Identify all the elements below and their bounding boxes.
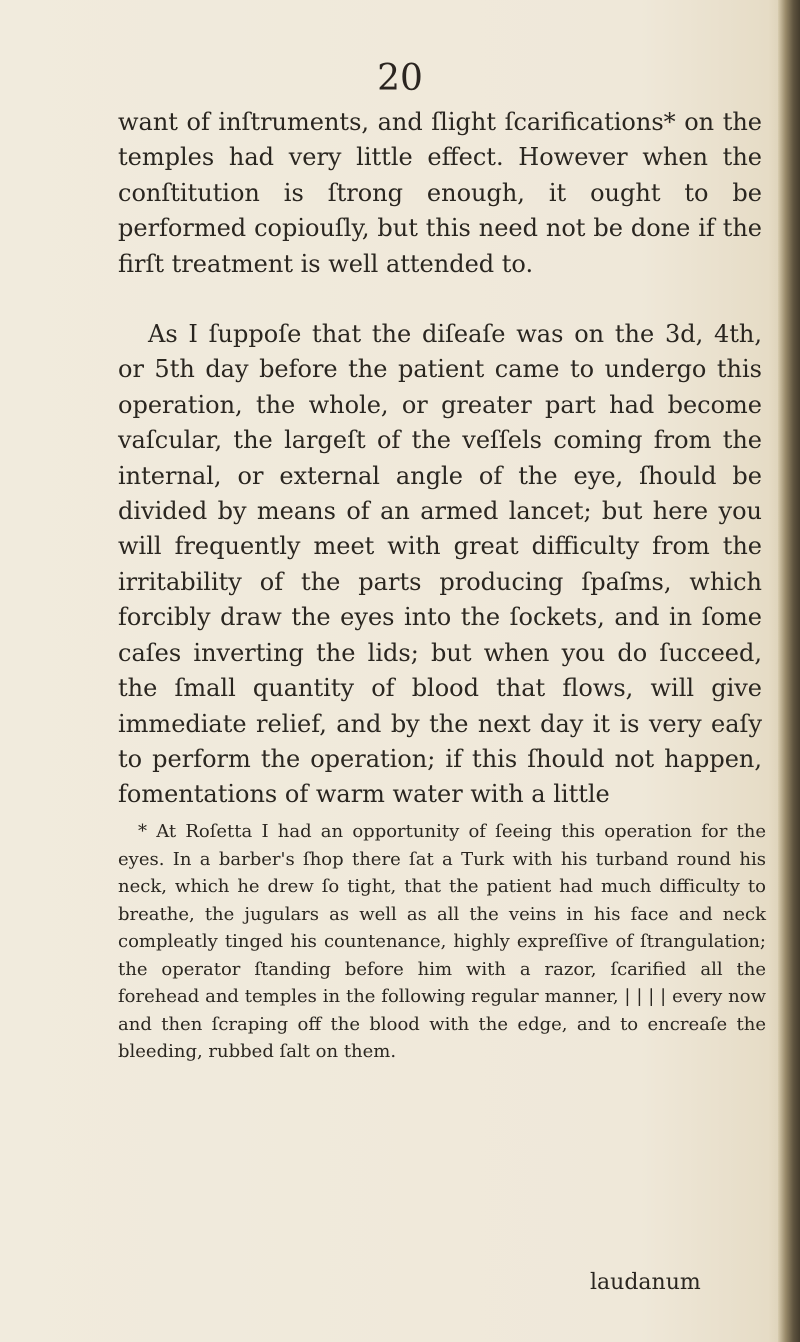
paragraph-gap (118, 282, 762, 317)
body-text (118, 105, 762, 813)
paragraph: As I ſuppoſe that the diſeaſe was on the 3d, 4th, or 5th day before the patient came to undergo this operation, the whole, or greater part had become vaſcular, the largeſt of the veſſels coming from the internal, or external angle of the eye, ſhould be divided by means of an armed lancet; but here you will frequently meet with great difficulty from the irritability of the parts producing ſpaſms, which forcibly draw the eyes into the ſockets, and in ſome caſes inverting the lids; but when you do ſucceed, the ſmall quantity of blood that flows, will give immediate relief, and by the next day it is very eaſy to perform the operation; if this ſhould not happen, fomentations of warm water with a little (118, 320, 762, 809)
paragraph: want of inſtruments, and ſlight ſcarifications* on the temples had very little effect. However when the conſtitution is ſtrong enough, it ought to be performed copiouſly, but this need not be done if the firſt treatment is well attended to. (118, 108, 762, 278)
page-edge (778, 0, 800, 1342)
catchword: laudanum (590, 1270, 701, 1295)
footnote-area (118, 818, 766, 1066)
page-number: 20 (377, 58, 423, 99)
footnote: * At Roſetta I had an opportunity of ſeeing this operation for the eyes. In a barber's ſhop there ſat a Turk with his turband round his neck, which he drew ſo tight, that the patient had much difficulty to breathe, the jugulars as well as all the veins in his face and neck compleatly tinged his countenance, highly expreſſive of ſtrangulation; the operator ſtanding before him with a razor, ſcarified all the forehead and temples in the following regular manner, | | | | every now and then ſcraping off the blood with the edge, and to encreaſe the bleeding, rubbed ſalt on them. (118, 821, 766, 1062)
